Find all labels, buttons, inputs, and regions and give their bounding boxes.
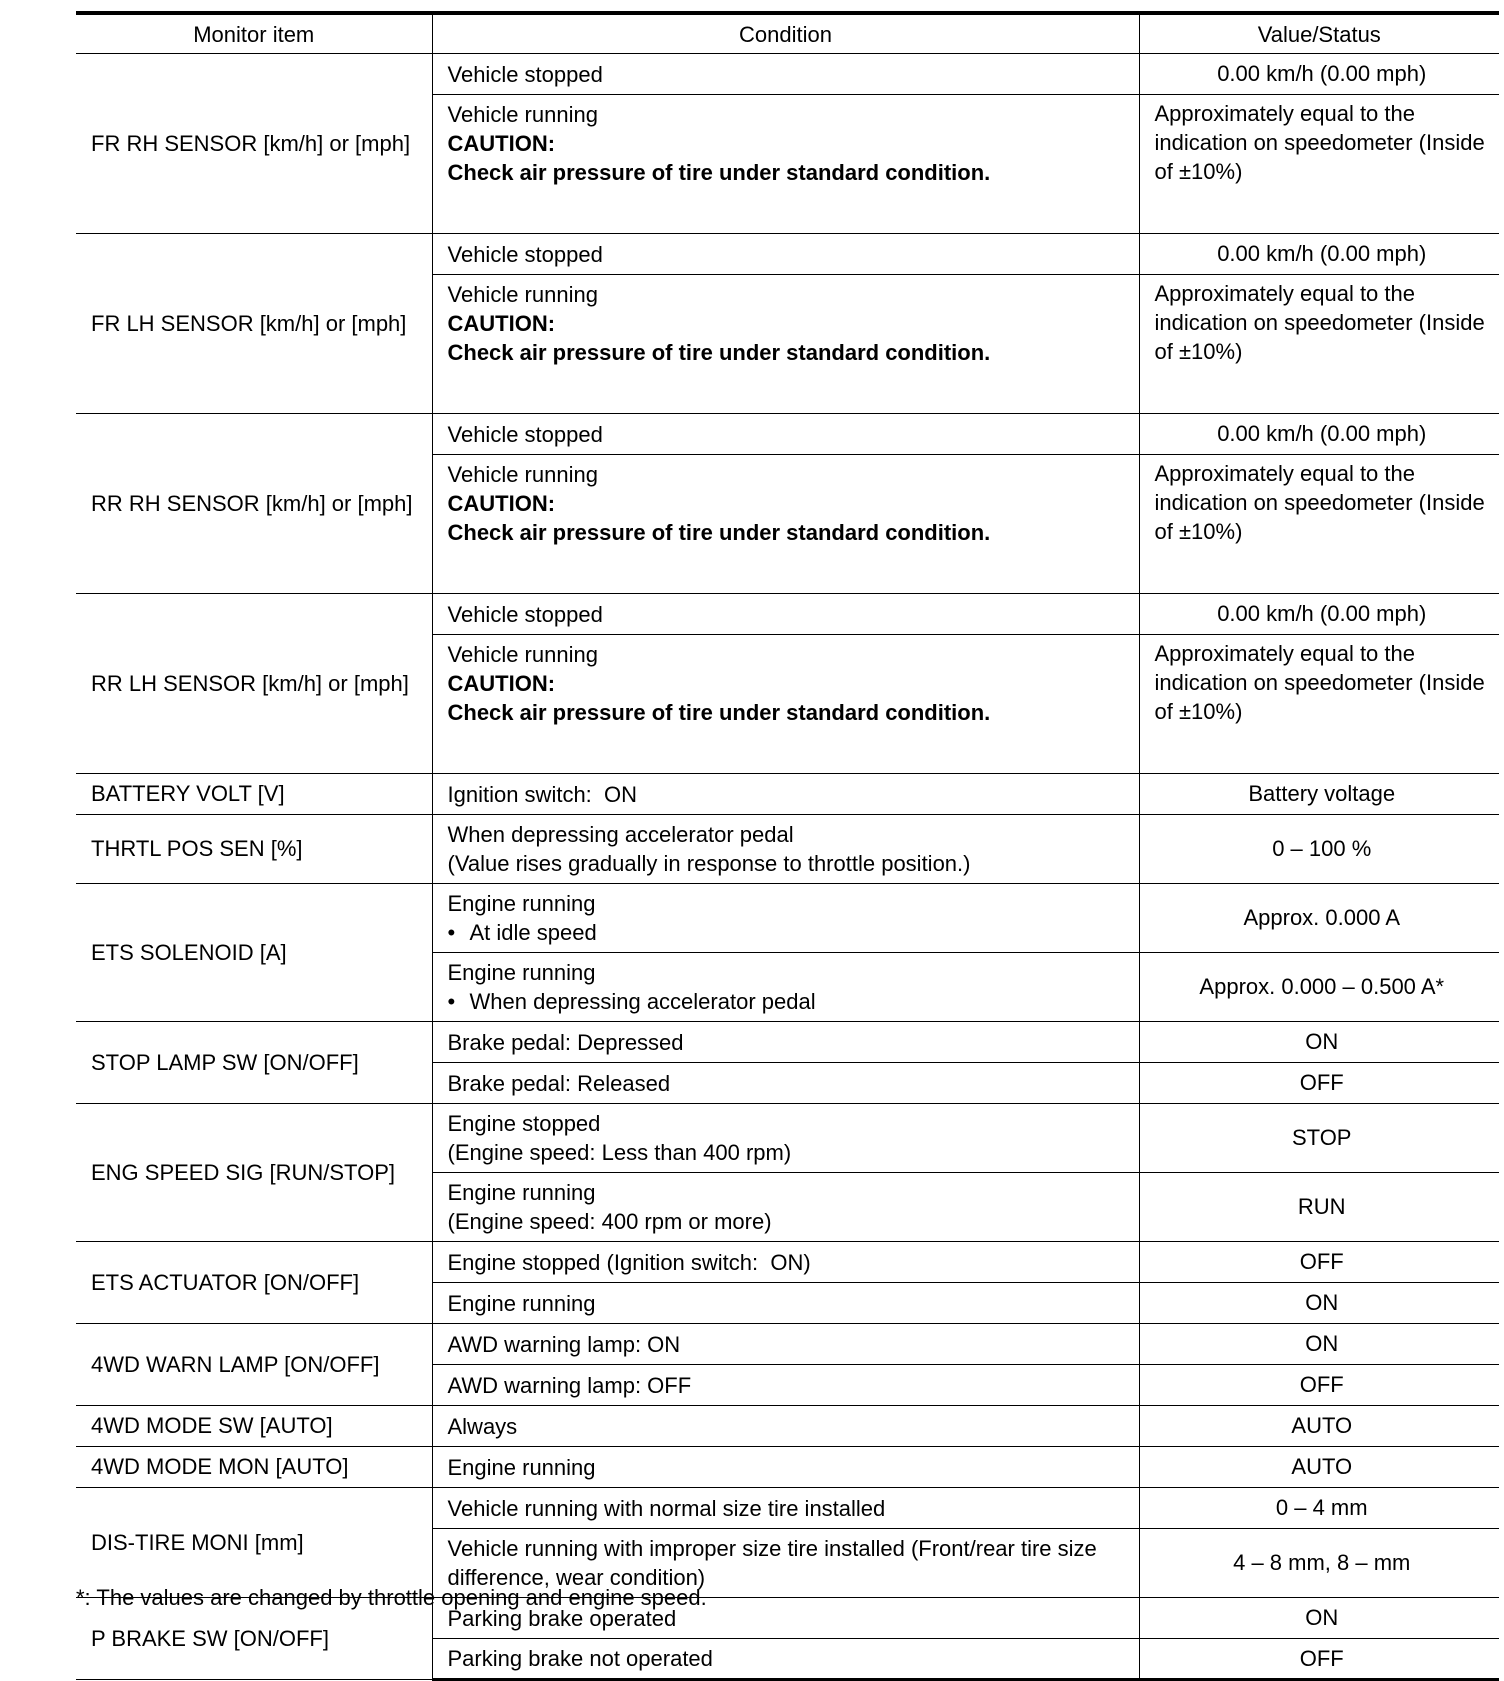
- condition-bullet-line: • When depressing accelerator pedal: [448, 987, 1129, 1016]
- value-status-cell: Approximately equal to the indication on speedometer (Inside of ±10%): [1139, 95, 1499, 234]
- value-status-cell: OFF: [1139, 1242, 1499, 1283]
- header-monitor-item: Monitor item: [76, 13, 432, 54]
- value-status-cell: 0.00 km/h (0.00 mph): [1139, 54, 1499, 95]
- table-row: [76, 1104, 1499, 1173]
- value-status-cell: 0 – 100 %: [1139, 815, 1499, 884]
- table-row: [76, 1324, 1499, 1365]
- table-row: [76, 414, 1499, 455]
- table-row: [76, 815, 1499, 884]
- condition-cell: [432, 1022, 1139, 1063]
- condition-line: Check air pressure of tire under standard condition.: [447, 700, 991, 725]
- condition-cell: [432, 54, 1139, 95]
- condition-line: (Engine speed: Less than 400 rpm): [447, 1140, 792, 1165]
- condition-line: Vehicle running with normal size tire installed: [447, 1495, 886, 1521]
- condition-line: Vehicle stopped: [447, 61, 603, 87]
- condition-cell: [432, 1173, 1139, 1242]
- condition-cell: [432, 1063, 1139, 1104]
- value-status-cell: Approx. 0.000 A: [1139, 884, 1499, 953]
- value-status-cell: AUTO: [1139, 1406, 1499, 1447]
- condition-cell: [432, 1242, 1139, 1283]
- condition-cell: [432, 1324, 1139, 1365]
- monitor-item-cell: RR RH SENSOR [km/h] or [mph]: [76, 414, 432, 594]
- condition-line: Vehicle running with improper size tire installed (Front/rear tire size difference, wear condition): [447, 1536, 1103, 1590]
- condition-cell: [432, 455, 1139, 594]
- condition-line: Brake pedal: Released: [447, 1070, 671, 1096]
- monitor-item-cell: FR LH SENSOR [km/h] or [mph]: [76, 234, 432, 414]
- monitor-item-table: [76, 11, 1499, 1681]
- condition-line: Vehicle stopped: [447, 421, 603, 447]
- condition-line: Ignition switch: ON: [447, 781, 638, 807]
- monitor-item-cell: 4WD MODE SW [AUTO]: [76, 1406, 432, 1447]
- value-status-cell: Approximately equal to the indication on speedometer (Inside of ±10%): [1139, 275, 1499, 414]
- condition-line: Vehicle stopped: [447, 241, 603, 267]
- condition-line: CAUTION:: [447, 671, 556, 696]
- monitor-item-cell: FR RH SENSOR [km/h] or [mph]: [76, 54, 432, 234]
- condition-line: Check air pressure of tire under standard condition.: [447, 520, 991, 545]
- condition-cell: [432, 635, 1139, 774]
- condition-line: Engine running: [447, 960, 596, 985]
- value-status-cell: Approx. 0.000 – 0.500 A*: [1139, 953, 1499, 1022]
- condition-cell: [432, 774, 1139, 815]
- condition-line: Vehicle running: [447, 462, 598, 487]
- value-status-cell: Battery voltage: [1139, 774, 1499, 815]
- table-row: [76, 1488, 1499, 1529]
- monitor-item-cell: STOP LAMP SW [ON/OFF]: [76, 1022, 432, 1104]
- table-row: [76, 1022, 1499, 1063]
- monitor-item-cell: ETS SOLENOID [A]: [76, 884, 432, 1022]
- table-body: [76, 54, 1499, 1680]
- condition-line: Engine running: [447, 1180, 596, 1205]
- condition-cell: [432, 1639, 1139, 1680]
- condition-cell: [432, 1406, 1139, 1447]
- table-row: [76, 1406, 1499, 1447]
- condition-line: Vehicle stopped: [447, 601, 603, 627]
- value-status-cell: RUN: [1139, 1173, 1499, 1242]
- condition-line: (Value rises gradually in response to throttle position.): [447, 851, 971, 876]
- condition-line: Engine running: [447, 1454, 596, 1480]
- condition-line: CAUTION:: [447, 131, 556, 156]
- condition-cell: [432, 815, 1139, 884]
- value-status-cell: 0.00 km/h (0.00 mph): [1139, 414, 1499, 455]
- table-row: [76, 234, 1499, 275]
- monitor-item-cell: 4WD MODE MON [AUTO]: [76, 1447, 432, 1488]
- condition-line: Check air pressure of tire under standard condition.: [447, 160, 991, 185]
- condition-line: When depressing accelerator pedal: [447, 822, 794, 847]
- table-row: [76, 884, 1499, 953]
- header-condition: Condition: [432, 13, 1139, 54]
- value-status-cell: 4 – 8 mm, 8 – mm: [1139, 1529, 1499, 1598]
- condition-line: (Engine speed: 400 rpm or more): [447, 1209, 772, 1234]
- footnote: *: The values are changed by throttle opening and engine speed.: [76, 1585, 707, 1610]
- condition-line: Brake pedal: Depressed: [447, 1029, 684, 1055]
- condition-line: Parking brake operated: [447, 1605, 677, 1631]
- condition-cell: [432, 884, 1139, 953]
- value-status-cell: Approximately equal to the indication on speedometer (Inside of ±10%): [1139, 635, 1499, 774]
- condition-line: Check air pressure of tire under standard condition.: [447, 340, 991, 365]
- condition-cell: [432, 1447, 1139, 1488]
- condition-line: AWD warning lamp: OFF: [447, 1372, 692, 1398]
- condition-line: Always: [447, 1413, 518, 1439]
- value-status-cell: Approximately equal to the indication on speedometer (Inside of ±10%): [1139, 455, 1499, 594]
- condition-line: Engine running: [447, 1290, 596, 1316]
- condition-cell: [432, 95, 1139, 234]
- header-row: [76, 13, 1499, 54]
- value-status-cell: OFF: [1139, 1365, 1499, 1406]
- condition-line: Vehicle running: [447, 282, 598, 307]
- table-row: [76, 774, 1499, 815]
- monitor-item-cell: P BRAKE SW [ON/OFF]: [76, 1598, 432, 1680]
- condition-line: Vehicle running: [447, 102, 598, 127]
- condition-bullet-line: • At idle speed: [448, 918, 1129, 947]
- condition-cell: [432, 594, 1139, 635]
- value-status-cell: 0 – 4 mm: [1139, 1488, 1499, 1529]
- table-row: [76, 1447, 1499, 1488]
- table-row: [76, 54, 1499, 95]
- value-status-cell: STOP: [1139, 1104, 1499, 1173]
- condition-line: Vehicle running: [447, 642, 598, 667]
- value-status-cell: ON: [1139, 1598, 1499, 1639]
- header-value-status: Value/Status: [1139, 13, 1499, 54]
- condition-cell: [432, 275, 1139, 414]
- condition-line: Engine running: [447, 891, 596, 916]
- monitor-item-cell: DIS-TIRE MONI [mm]: [76, 1488, 432, 1598]
- value-status-cell: 0.00 km/h (0.00 mph): [1139, 234, 1499, 275]
- condition-line: Engine stopped: [447, 1111, 601, 1136]
- condition-cell: [432, 234, 1139, 275]
- condition-line: CAUTION:: [447, 311, 556, 336]
- monitor-item-cell: THRTL POS SEN [%]: [76, 815, 432, 884]
- value-status-cell: ON: [1139, 1022, 1499, 1063]
- condition-cell: [432, 414, 1139, 455]
- condition-line: CAUTION:: [447, 491, 556, 516]
- condition-line: Parking brake not operated: [447, 1646, 713, 1671]
- monitor-item-cell: ETS ACTUATOR [ON/OFF]: [76, 1242, 432, 1324]
- monitor-item-cell: 4WD WARN LAMP [ON/OFF]: [76, 1324, 432, 1406]
- condition-cell: [432, 1104, 1139, 1173]
- condition-cell: [432, 1365, 1139, 1406]
- monitor-item-cell: RR LH SENSOR [km/h] or [mph]: [76, 594, 432, 774]
- value-status-cell: 0.00 km/h (0.00 mph): [1139, 594, 1499, 635]
- table-header: [76, 13, 1499, 54]
- value-status-cell: ON: [1139, 1283, 1499, 1324]
- condition-cell: [432, 1488, 1139, 1529]
- condition-cell: [432, 1283, 1139, 1324]
- condition-line: AWD warning lamp: ON: [447, 1331, 681, 1357]
- monitor-table-container: [76, 11, 1499, 1681]
- condition-line: Engine stopped (Ignition switch: ON): [447, 1249, 811, 1275]
- value-status-cell: OFF: [1139, 1063, 1499, 1104]
- monitor-item-cell: BATTERY VOLT [V]: [76, 774, 432, 815]
- condition-cell: [432, 953, 1139, 1022]
- value-status-cell: OFF: [1139, 1639, 1499, 1680]
- value-status-cell: AUTO: [1139, 1447, 1499, 1488]
- table-row: [76, 594, 1499, 635]
- value-status-cell: ON: [1139, 1324, 1499, 1365]
- monitor-item-cell: ENG SPEED SIG [RUN/STOP]: [76, 1104, 432, 1242]
- table-row: [76, 1242, 1499, 1283]
